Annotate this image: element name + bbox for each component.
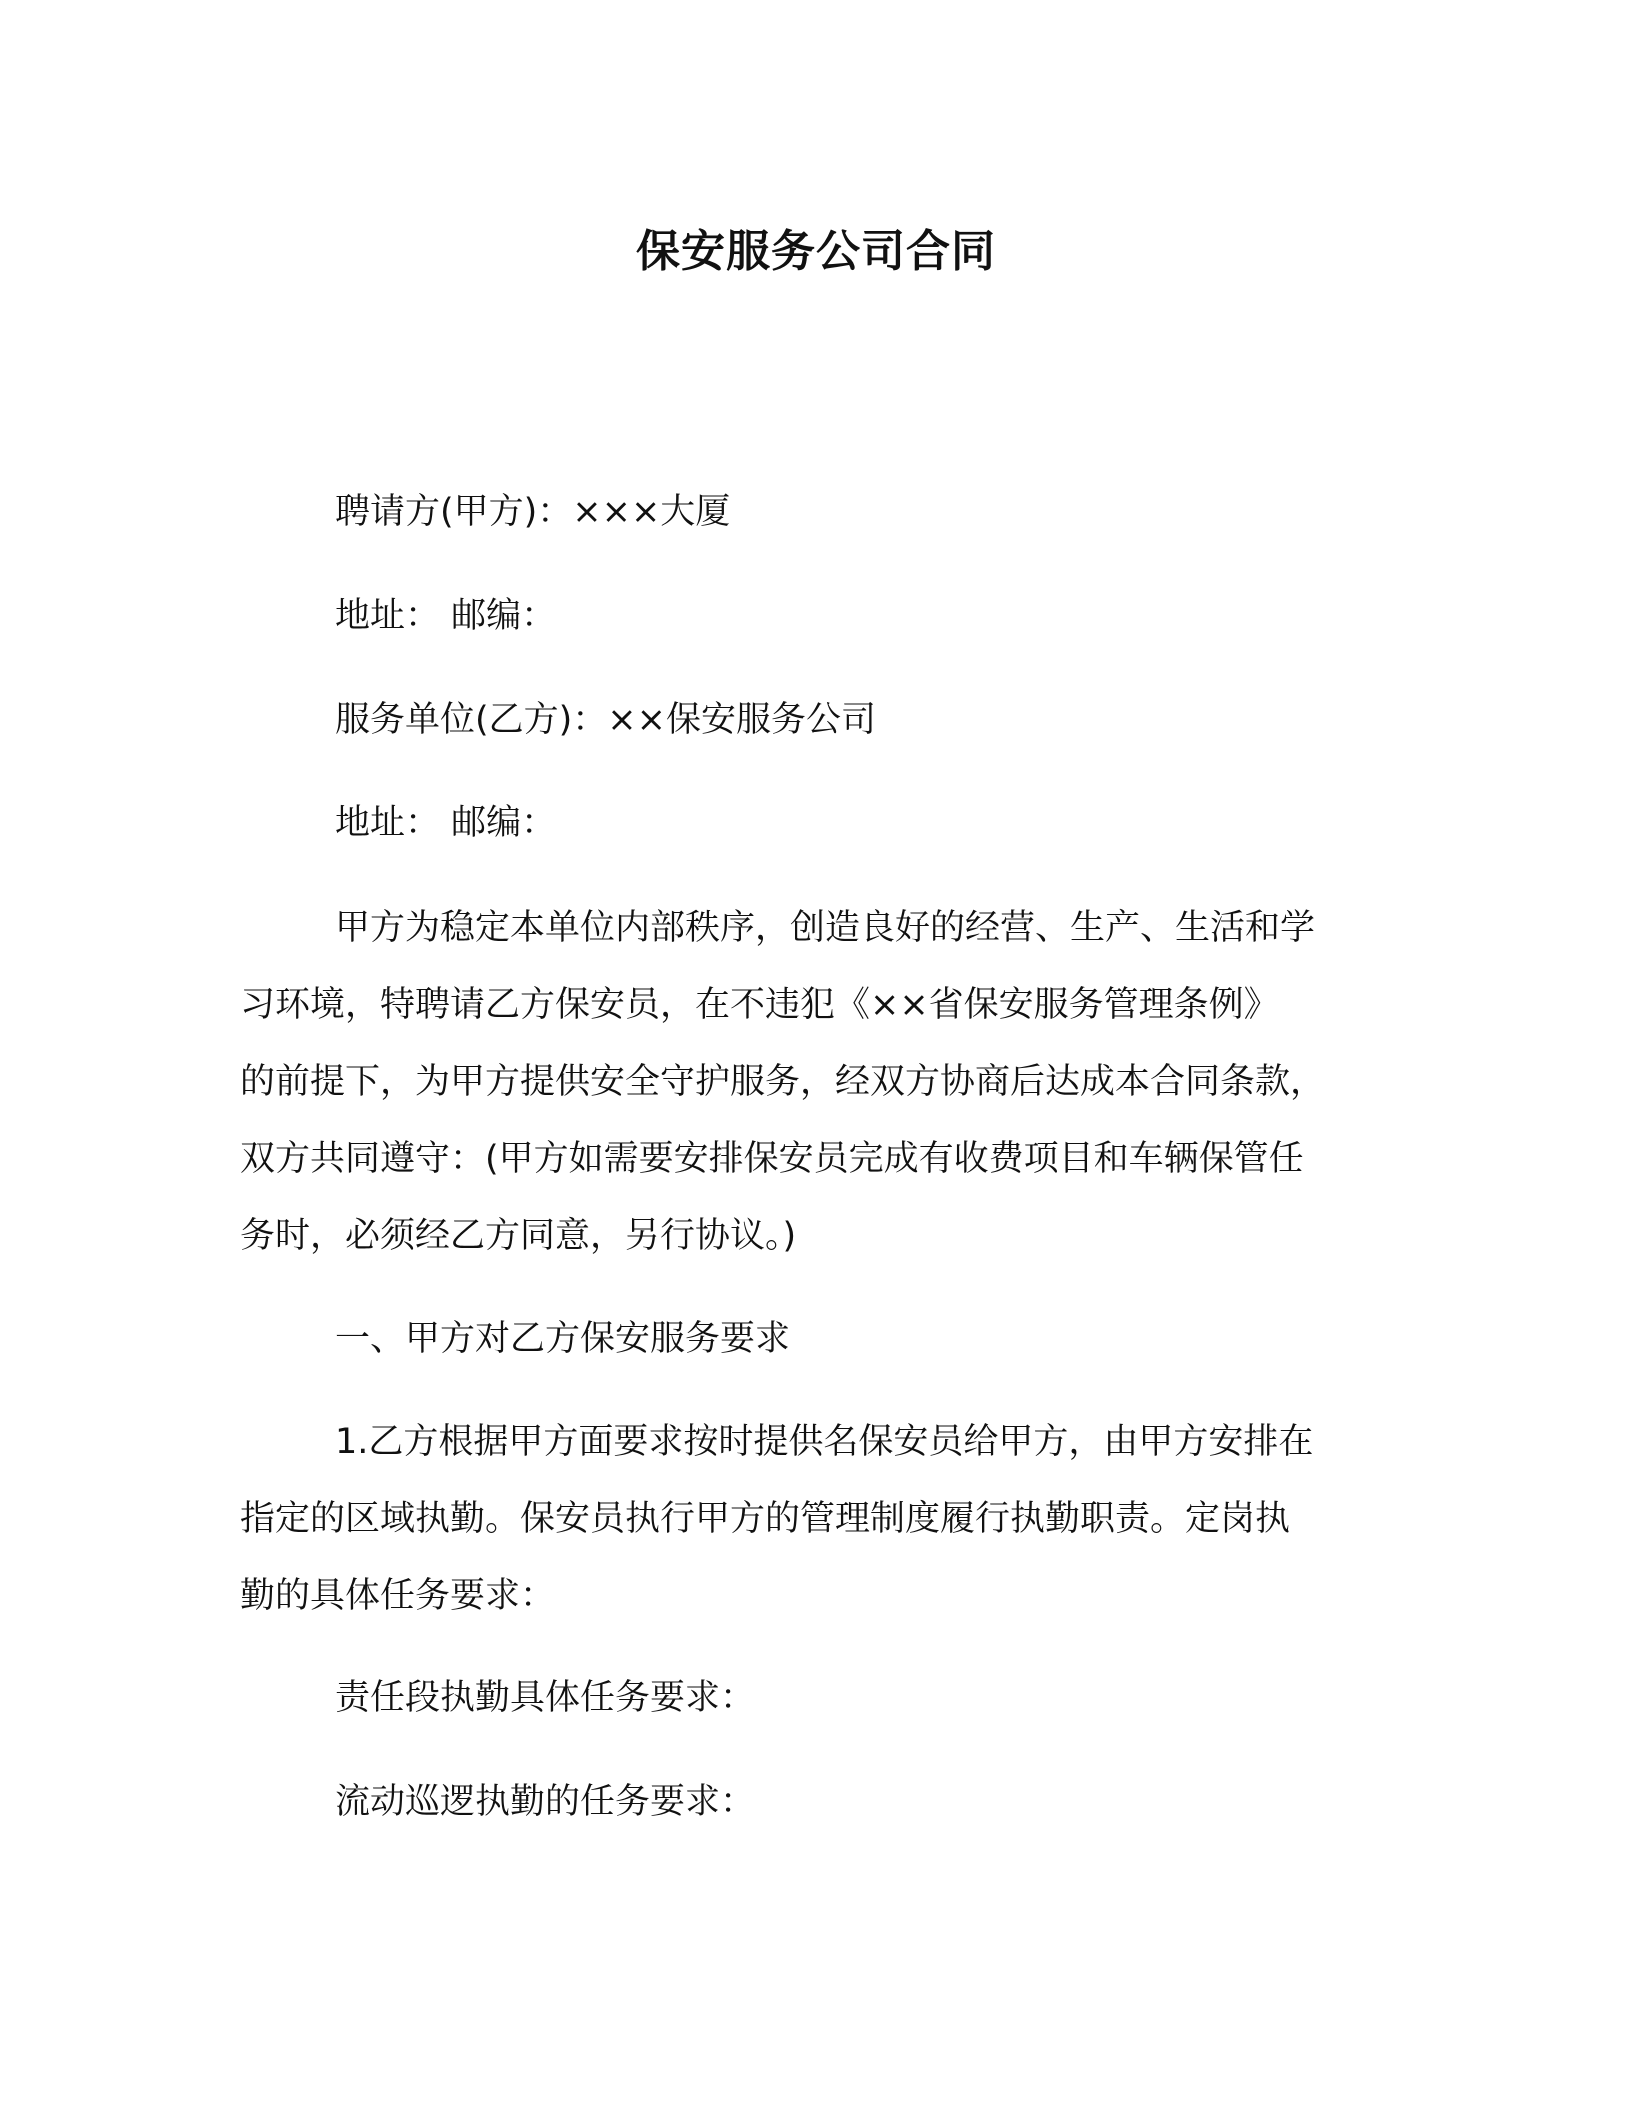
intro-line: 习环境，特聘请乙方保安员，在不违犯《××省保安服务管理条例》 (240, 985, 1279, 1025)
intro-line: 务时，必须经乙方同意，另行协议。) (240, 1216, 797, 1256)
party-a-line: 聘请方(甲方)：×××大厦 (335, 492, 731, 532)
clause-line: 指定的区域执勤。保安员执行甲方的管理制度履行执勤职责。定岗执 (240, 1499, 1291, 1539)
clause-line: 勤的具体任务要求： (240, 1576, 556, 1616)
intro-line: 甲方为稳定本单位内部秩序，创造良好的经营、生产、生活和学 (335, 908, 1316, 948)
party-a-address-line: 地址： 邮编： (335, 596, 557, 636)
document-title: 保安服务公司合同 (636, 226, 996, 277)
clause-line: 1.乙方根据甲方面要求按时提供名保安员给甲方，由甲方安排在 (335, 1422, 1314, 1462)
requirement-line: 责任段执勤具体任务要求： (335, 1678, 756, 1718)
requirement-line: 流动巡逻执勤的任务要求： (335, 1782, 756, 1822)
intro-line: 的前提下，为甲方提供安全守护服务，经双方协商后达成本合同条款， (240, 1062, 1326, 1102)
intro-line: 双方共同遵守：(甲方如需要安排保安员完成有收费项目和车辆保管任 (240, 1139, 1304, 1179)
section-heading: 一、甲方对乙方保安服务要求 (335, 1319, 791, 1359)
party-b-line: 服务单位(乙方)：××保安服务公司 (335, 700, 876, 740)
party-b-address-line: 地址： 邮编： (335, 803, 557, 843)
